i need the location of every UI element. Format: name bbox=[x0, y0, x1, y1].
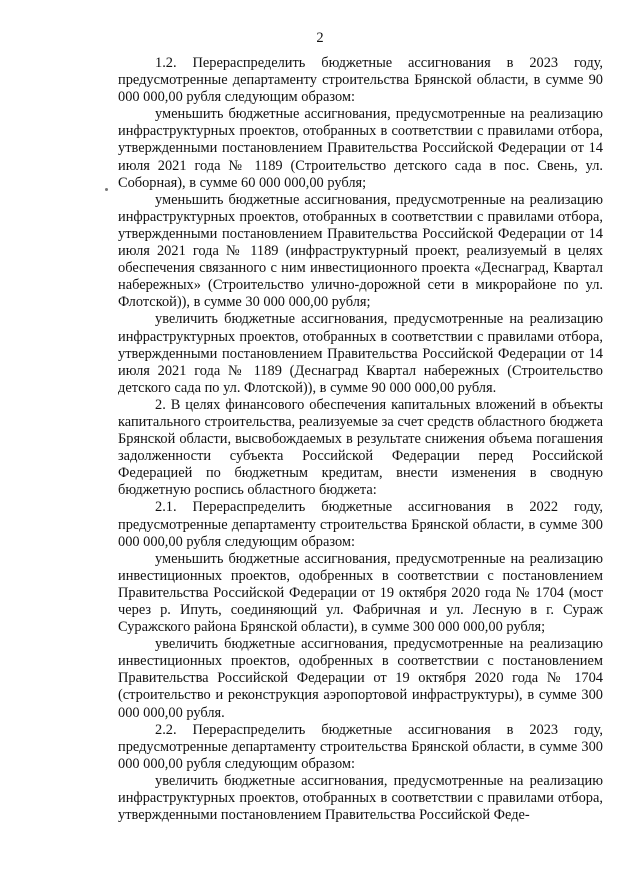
page-number: 2 bbox=[316, 30, 324, 46]
paragraph-2: 2. В целях финансового обеспечения капитальных вложений в объекты капитального строительства, реализуемые за счет средств областного бюджета Брянской области, высвобождаемых в результате снижения объема погашения задолженности субъекта Российской Федерации перед Российской Федерацией по бюджетным кредитам, внести изменения в сводную бюджетную роспись областного бюджета: bbox=[118, 396, 603, 499]
paragraph-decrease-road-network: уменьшить бюджетные ассигнования, предусмотренные на реализацию инфраструктурных проектов, отобранных в соответствии с правилами отбора, утвержденными постановлением Правительства Российской Федерации от 14 июля 2021 года № 1189 (инфраструктурный проект, реализуемый в целях обеспечения связанного с ним инвестиционного проекта «Деснаград, Квартал набережных» (Строительство улично-дорожной сети в микрорайоне по ул. Флотской)), в сумме 30 000 000,00 рубля; bbox=[118, 191, 603, 311]
paragraph-decrease-kindergarten-sven: уменьшить бюджетные ассигнования, предусмотренные на реализацию инфраструктурных проектов, отобранных в соответствии с правилами отбора, утвержденными постановлением Правительства Российской Федерации от 14 июля 2021 года № 1189 (Строительство детского сада в пос. Свень, ул. Соборная), в сумме 60 000 000,00 рубля; bbox=[118, 106, 603, 191]
scan-speck bbox=[105, 188, 108, 191]
paragraph-2-2: 2.2. Перераспределить бюджетные ассигнования в 2023 году, предусмотренные департаменту строительства Брянской области, в сумме 300 000 000,00 рубля следующим образом: bbox=[118, 721, 603, 772]
paragraph-increase-kindergarten-flotskaya: увеличить бюджетные ассигнования, предусмотренные на реализацию инфраструктурных проектов, отобранных в соответствии с правилами отбора, утвержденными постановлением Правительства Российской Федерации от 14 июля 2021 года № 1189 (Деснаград Квартал набережных (Строительство детского сада по ул. Флотской)), в сумме 90 000 000,00 рубля. bbox=[118, 311, 603, 396]
document-body bbox=[118, 55, 603, 824]
paragraph-increase-airport: увеличить бюджетные ассигнования, предусмотренные на реализацию инвестиционных проектов, одобренных в соответствии с постановлением Правительства Российской Федерации от 19 октября 2020 года № 1704 (строительство и реконструкция аэропортовой инфраструктуры), в сумме 300 000 000,00 рубля. bbox=[118, 636, 603, 721]
paragraph-decrease-bridge-ipuť: уменьшить бюджетные ассигнования, предусмотренные на реализацию инвестиционных проектов, одобренных в соответствии с постановлением Правительства Российской Федерации от 19 октября 2020 года № 1704 (мост через р. Ипуть, соединяющий ул. Фабричная и ул. Лесную в г. Сураж Суражского района Брянской области), в сумме 300 000 000,00 рубля; bbox=[118, 550, 603, 636]
paragraph-2-1: 2.1. Перераспределить бюджетные ассигнования в 2022 году, предусмотренные департаменту строительства Брянской области, в сумме 300 000 000,00 рубля следующим образом: bbox=[118, 499, 603, 550]
paragraph-increase-infrastructure: увеличить бюджетные ассигнования, предусмотренные на реализацию инфраструктурных проектов, отобранных в соответствии с правилами отбора, утвержденными постановлением Правительства Российской Феде- bbox=[118, 772, 603, 824]
paragraph-1-2: 1.2. Перераспределить бюджетные ассигнования в 2023 году, предусмотренные департаменту строительства Брянской области, в сумме 90 000 000,00 рубля следующим образом: bbox=[118, 55, 603, 106]
